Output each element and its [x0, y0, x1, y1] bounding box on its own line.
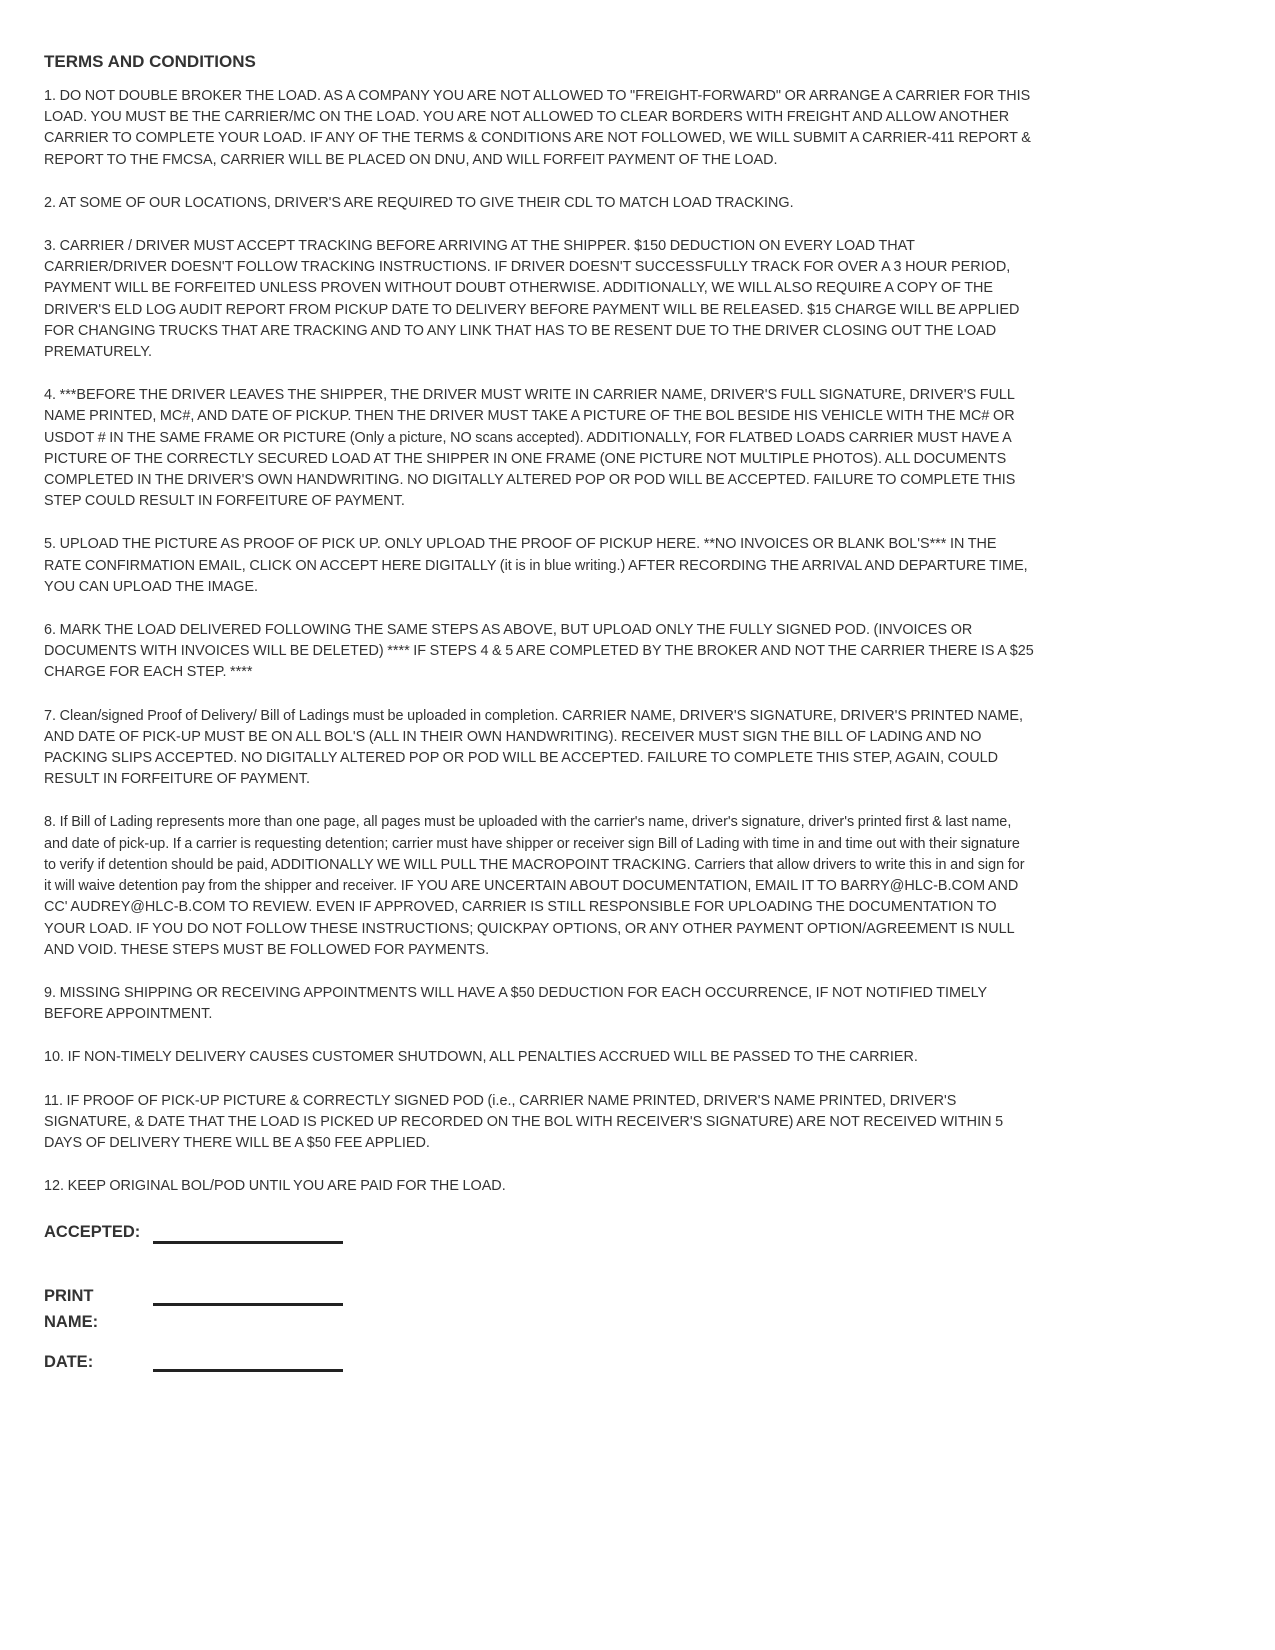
print-name-line[interactable]: [153, 1303, 343, 1306]
term-item: 3. CARRIER / DRIVER MUST ACCEPT TRACKING BEFORE ARRIVING AT THE SHIPPER. $150 DEDUCTION ON EVERY LOAD THAT CARRIER/DRIVER DOESN'T FOLLOW TRACKING INSTRUCTIONS. IF DRIVER DOESN'T SUCCESSFULLY TRACK FOR OVER A 3 HOUR PERIOD, PAYMENT WILL BE FORFEITED UNLESS PROVEN WITHOUT DOUBT OTHERWISE. ADDITIONALLY, WE WILL ALSO REQUIRE A COPY OF THE DRIVER'S ELD LOG AUDIT REPORT FROM PICKUP DATE TO DELIVERY BEFORE PAYMENT WILL BE RELEASED. $15 CHARGE WILL BE APPLIED FOR CHANGING TRUCKS THAT ARE TRACKING AND TO ANY LINK THAT HAS TO BE RESENT DUE TO THE DRIVER CLOSING OUT THE LOAD PREMATURELY.: [44, 238, 1020, 361]
terms-document: [44, 50, 1034, 1413]
print-name-label-line1: PRINT: [44, 1287, 94, 1306]
date-line[interactable]: [153, 1369, 343, 1372]
term-item: 4. ***BEFORE THE DRIVER LEAVES THE SHIPPER, THE DRIVER MUST WRITE IN CARRIER NAME, DRIVER'S FULL SIGNATURE, DRIVER'S FULL NAME PRINTED, MC#, AND DATE OF PICKUP. THEN THE DRIVER MUST TAKE A PICTURE OF THE BOL BESIDE HIS VEHICLE WITH THE MC# OR USDOT # IN THE SAME FRAME OR PICTURE (Only a picture, NO scans accepted). ADDITIONALLY, FOR FLATBED LOADS CARRIER MUST HAVE A PICTURE OF THE CORRECTLY SECURED LOAD AT THE SHIPPER IN ONE FRAME (ONE PICTURE NOT MULTIPLE PHOTOS). ALL DOCUMENTS COMPLETED IN THE DRIVER'S OWN HANDWRITING. NO DIGITALLY ALTERED POP OR POD WILL BE ACCEPTED. FAILURE TO COMPLETE THIS STEP COULD RESULT IN FORFEITURE OF PAYMENT.: [44, 387, 1016, 510]
term-item: 5. UPLOAD THE PICTURE AS PROOF OF PICK UP. ONLY UPLOAD THE PROOF OF PICKUP HERE. **NO INVOICES OR BLANK BOL'S*** IN THE RATE CONFIRMATION EMAIL, CLICK ON ACCEPT HERE DIGITALLY (it is in blue writing.) AFTER RECORDING THE ARRIVAL AND DEPARTURE TIME, YOU CAN UPLOAD THE IMAGE.: [44, 536, 1028, 595]
date-label: DATE:: [44, 1353, 94, 1372]
term-item: 12. KEEP ORIGINAL BOL/POD UNTIL YOU ARE PAID FOR THE LOAD.: [44, 1178, 506, 1195]
term-item: 7. Clean/signed Proof of Delivery/ Bill of Ladings must be uploaded in completion. CARRIER NAME, DRIVER'S SIGNATURE, DRIVER'S PRINTED NAME, AND DATE OF PICK-UP MUST BE ON ALL BOL'S (ALL IN THEIR OWN HANDWRITING). RECEIVER MUST SIGN THE BILL OF LADING AND NO PACKING SLIPS ACCEPTED. NO DIGITALLY ALTERED POP OR POD WILL BE ACCEPTED. FAILURE TO COMPLETE THIS STEP, AGAIN, COULD RESULT IN FORFEITURE OF PAYMENT.: [44, 707, 1023, 788]
terms-list: [44, 86, 1034, 1197]
term-item: 6. MARK THE LOAD DELIVERED FOLLOWING THE SAME STEPS AS ABOVE, BUT UPLOAD ONLY THE FULLY SIGNED POD. (INVOICES OR DOCUMENTS WITH INVOICES WILL BE DELETED) **** IF STEPS 4 & 5 ARE COMPLETED BY THE BROKER AND NOT THE CARRIER THERE IS A $25 CHARGE FOR EACH STEP. ****: [44, 622, 1034, 681]
document-title: TERMS AND CONDITIONS: [44, 52, 256, 71]
print-name-label-line2: NAME:: [44, 1313, 99, 1332]
date-row: [44, 1349, 1034, 1393]
print-name-row: [44, 1283, 1034, 1337]
term-item: 2. AT SOME OF OUR LOCATIONS, DRIVER'S ARE REQUIRED TO GIVE THEIR CDL TO MATCH LOAD TRACKING.: [44, 194, 794, 211]
term-item: 1. DO NOT DOUBLE BROKER THE LOAD. AS A COMPANY YOU ARE NOT ALLOWED TO "FREIGHT-FORWARD" OR ARRANGE A CARRIER FOR THIS LOAD. YOU MUST BE THE CARRIER/MC ON THE LOAD. YOU ARE NOT ALLOWED TO CLEAR BORDERS WITH FREIGHT AND ALLOW ANOTHER CARRIER TO COMPLETE YOUR LOAD. IF ANY OF THE TERMS & CONDITIONS ARE NOT FOLLOWED, WE WILL SUBMIT A CARRIER-411 REPORT & REPORT TO THE FMCSA, CARRIER WILL BE PLACED ON DNU, AND WILL FORFEIT PAYMENT OF THE LOAD.: [44, 88, 1031, 168]
accepted-row: [44, 1219, 1034, 1263]
accepted-signature-line[interactable]: [153, 1241, 343, 1244]
term-item: 11. IF PROOF OF PICK-UP PICTURE & CORRECTLY SIGNED POD (i.e., CARRIER NAME PRINTED, DRIVER'S NAME PRINTED, DRIVER'S SIGNATURE, & DATE THAT THE LOAD IS PICKED UP RECORDED ON THE BOL WITH RECEIVER'S SIGNATURE) ARE NOT RECEIVED WITHIN 5 DAYS OF DELIVERY THERE WILL BE A $50 FEE APPLIED.: [44, 1092, 1004, 1151]
accepted-label: ACCEPTED:: [44, 1223, 141, 1242]
term-item: 8. If Bill of Lading represents more than one page, all pages must be uploaded with the carrier's name, driver's signature, driver's printed first & last name, and date of pick-up. If a carrier is requesting detention; carrier must have shipper or receiver sign Bill of Lading with time in and time out with their signature to verify if detention should be paid, ADDITIONALLY WE WILL PULL THE MACROPOINT TRACKING. Carriers that allow drivers to write this in and sign for it will waive detention pay from the shipper and receiver. IF YOU ARE UNCERTAIN ABOUT DOCUMENTATION, EMAIL IT TO BARRY@HLC-B.COM AND CC' AUDREY@HLC-B.COM TO REVIEW. EVEN IF APPROVED, CARRIER IS STILL RESPONSIBLE FOR UPLOADING THE DOCUMENTATION TO YOUR LOAD. IF YOU DO NOT FOLLOW THESE INSTRUCTIONS; QUICKPAY OPTIONS, OR ANY OTHER PAYMENT OPTION/AGREEMENT IS NULL AND VOID. THESE STEPS MUST BE FOLLOWED FOR PAYMENTS.: [44, 814, 1025, 958]
signature-block: [44, 1219, 1034, 1393]
print-name-label: [44, 1283, 144, 1335]
term-item: 9. MISSING SHIPPING OR RECEIVING APPOINTMENTS WILL HAVE A $50 DEDUCTION FOR EACH OCCURRENCE, IF NOT NOTIFIED TIMELY BEFORE APPOINTMENT.: [44, 984, 987, 1023]
term-item: 10. IF NON-TIMELY DELIVERY CAUSES CUSTOMER SHUTDOWN, ALL PENALTIES ACCRUED WILL BE PASSED TO THE CARRIER.: [44, 1049, 918, 1066]
